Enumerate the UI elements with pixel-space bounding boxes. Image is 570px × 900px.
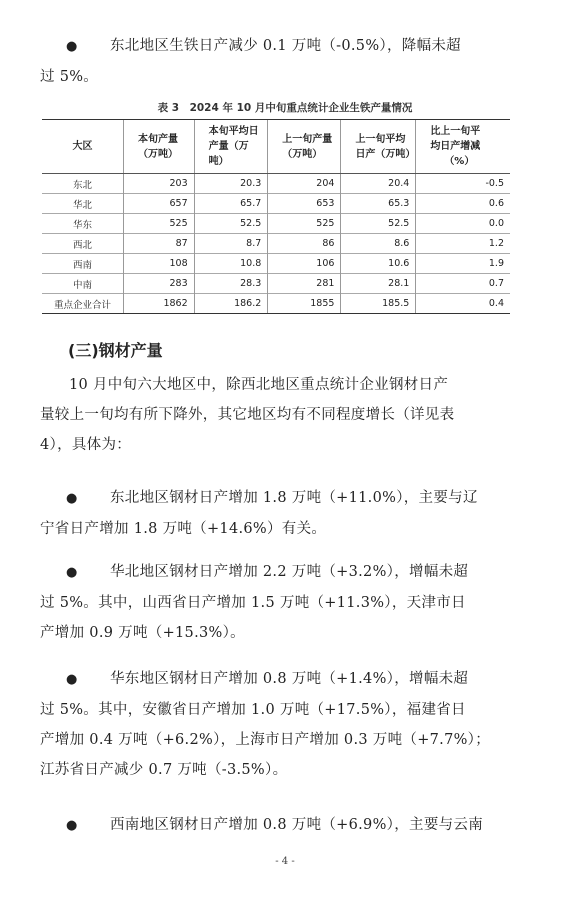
bullet-icon: ● [66, 565, 78, 580]
bullet-icon: ● [66, 818, 78, 833]
column-header: 本旬平均日 产量（万吨） [194, 120, 268, 174]
table-header-row [42, 120, 510, 174]
pig-iron-production-table [42, 119, 510, 314]
table-cell: 0.4 [416, 294, 510, 314]
table-row [42, 254, 510, 274]
text-line: 产增加 0.9 万吨（+15.3%）。 [40, 625, 245, 641]
table-cell: 52.5 [341, 214, 416, 234]
table-cell: 1.2 [416, 234, 510, 254]
table-cell: 20.3 [194, 174, 268, 194]
text-line: 过 5%。其中，山西省日产增加 1.5 万吨（+11.3%），天津市日 [40, 595, 466, 611]
table-cell: 1.9 [416, 254, 510, 274]
table-cell: 281 [268, 274, 341, 294]
table-cell: 87 [124, 234, 195, 254]
table-row [42, 234, 510, 254]
text-line: 产增加 0.4 万吨（+6.2%），上海市日产增加 0.3 万吨（+7.7%）； [40, 732, 491, 748]
text-line: ● 东北地区钢材日产增加 1.8 万吨（+11.0%），主要与辽 [40, 483, 530, 514]
table-cell: 中南 [42, 274, 124, 294]
table-cell: 8.6 [341, 234, 416, 254]
table-cell: 106 [268, 254, 341, 274]
table-cell: 28.3 [194, 274, 268, 294]
table-cell: 203 [124, 174, 195, 194]
table-cell: 1855 [268, 294, 341, 314]
body-paragraph [40, 370, 530, 460]
page-number: - 4 - [275, 856, 295, 867]
table-cell: 华北 [42, 194, 124, 214]
bullet-icon: ● [66, 672, 78, 687]
table-cell: 10.6 [341, 254, 416, 274]
bullet-paragraph [40, 664, 530, 785]
table-cell: 204 [268, 174, 341, 194]
table-cell: 283 [124, 274, 195, 294]
table-cell: 西南 [42, 254, 124, 274]
text-line: 10 月中旬六大地区中，除西北地区重点统计企业钢材日产 [69, 377, 449, 393]
text-line: 量较上一旬均有所下降外，其它地区均有不同程度增长（详见表 [40, 407, 455, 423]
text-line: 4），具体为： [40, 437, 132, 453]
bullet-paragraph [40, 31, 530, 92]
text-line: 过 5%。 [40, 69, 99, 85]
table-total-row [42, 294, 510, 314]
text-line: ● 华北地区钢材日产增加 2.2 万吨（+3.2%），增幅未超 [40, 557, 530, 588]
table-cell: -0.5 [416, 174, 510, 194]
text-line: ● 西南地区钢材日产增加 0.8 万吨（+6.9%），主要与云南 [40, 810, 530, 841]
bullet-paragraph [40, 483, 530, 544]
table-cell: 653 [268, 194, 341, 214]
bullet-icon: ● [66, 39, 78, 54]
table-cell: 657 [124, 194, 195, 214]
column-header: 本旬产量 （万吨） [124, 120, 195, 174]
table-cell: 华东 [42, 214, 124, 234]
table-cell: 525 [268, 214, 341, 234]
table-row [42, 174, 510, 194]
table-cell: 185.5 [341, 294, 416, 314]
table-cell: 52.5 [194, 214, 268, 234]
table-cell: 186.2 [194, 294, 268, 314]
column-header: 上一旬产量 （万吨） [268, 120, 341, 174]
text-line: 江苏省日产减少 0.7 万吨（-3.5%）。 [40, 762, 288, 778]
table-cell: 10.8 [194, 254, 268, 274]
text-line: ● 华东地区钢材日产增加 0.8 万吨（+1.4%），增幅未超 [40, 664, 530, 695]
text-line: 宁省日产增加 1.8 万吨（+14.6%）有关。 [40, 521, 327, 537]
table-cell: 65.7 [194, 194, 268, 214]
bullet-paragraph [40, 557, 530, 648]
text-line: 过 5%。其中，安徽省日产增加 1.0 万吨（+17.5%），福建省日 [40, 702, 466, 718]
table-cell: 0.6 [416, 194, 510, 214]
column-header: 比上一旬平 均日产增减 （%） [416, 120, 510, 174]
table-cell: 东北 [42, 174, 124, 194]
table-cell: 0.0 [416, 214, 510, 234]
table-cell: 20.4 [341, 174, 416, 194]
column-header: 上一旬平均 日产（万吨） [341, 120, 416, 174]
column-header: 大区 [42, 120, 124, 174]
table-cell: 西北 [42, 234, 124, 254]
table-row [42, 274, 510, 294]
table-caption: 表 3 2024 年 10 月中旬重点统计企业生铁产量情况 [157, 102, 413, 114]
table-cell: 525 [124, 214, 195, 234]
bullet-icon: ● [66, 491, 78, 506]
table-row [42, 214, 510, 234]
section-heading: (三)钢材产量 [68, 341, 163, 360]
table-cell: 8.7 [194, 234, 268, 254]
bullet-paragraph [40, 810, 530, 841]
table-cell: 65.3 [341, 194, 416, 214]
table-cell: 28.1 [341, 274, 416, 294]
table-cell: 重点企业合计 [42, 294, 124, 314]
table-cell: 108 [124, 254, 195, 274]
table-cell: 86 [268, 234, 341, 254]
table-cell: 1862 [124, 294, 195, 314]
table-cell: 0.7 [416, 274, 510, 294]
table-row [42, 194, 510, 214]
text-line: ● 东北地区生铁日产减少 0.1 万吨（-0.5%），降幅未超 [40, 31, 530, 62]
